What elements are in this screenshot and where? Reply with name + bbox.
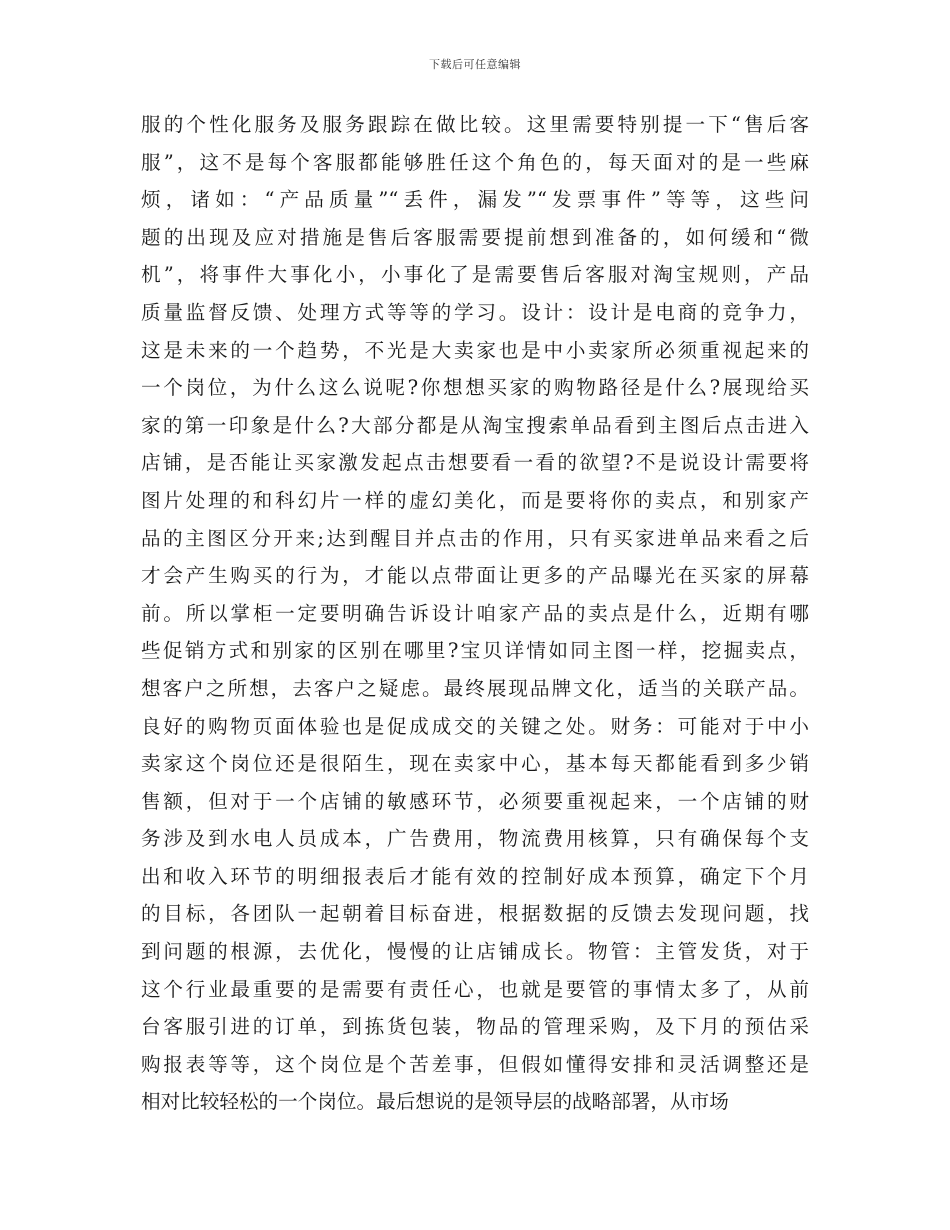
text-line: 这个行业最重要的是需要有责任心，也就是要管的事情太多了，从前 <box>141 977 809 1001</box>
text-line: 机”，将事件大事化小，小事化了是需要售后客服对淘宝规则，产品 <box>141 263 809 287</box>
text-line: 才会产生购买的行为，才能以点带面让更多的产品曝光在买家的屏幕 <box>141 564 809 588</box>
page-header: 下载后可任意编辑 <box>429 58 521 71</box>
text-line: 服的个性化服务及服务跟踪在做比较。这里需要特别提一下“售后客 <box>141 113 809 136</box>
document-body <box>141 106 809 1121</box>
text-line: 想客户之所想，去客户之疑虑。最终展现品牌文化，适当的关联产品。 <box>141 676 809 700</box>
text-line: 台客服引进的订单，到拣货包装，物品的管理采购，及下月的预估采 <box>141 1015 809 1039</box>
text-line: 售额，但对于一个店铺的敏感环节，必须要重视起来，一个店铺的财 <box>141 789 809 813</box>
text-line: 出和收入环节的明细报表后才能有效的控制好成本预算，确定下个月 <box>141 864 809 888</box>
text-line: 品的主图区分开来;达到醒目并点击的作用，只有买家进单品来看之后 <box>141 526 809 550</box>
text-line: 题的出现及应对措施是售后客服需要提前想到准备的，如何缓和“微 <box>141 225 809 249</box>
text-line: 务涉及到水电人员成本，广告费用，物流费用核算，只有确保每个支 <box>141 827 809 851</box>
text-line: 到问题的根源，去优化，慢慢的让店铺成长。物管：主管发货，对于 <box>141 940 809 964</box>
text-line: 的目标，各团队一起朝着目标奋进，根据数据的反馈去发现问题，找 <box>141 902 809 926</box>
text-line: 前。所以掌柜一定要明确告诉设计咱家产品的卖点是什么，近期有哪 <box>141 601 809 625</box>
text-line: 服”，这不是每个客服都能够胜任这个角色的，每天面对的是一些麻 <box>141 150 809 174</box>
text-line: 卖家这个岗位还是很陌生，现在卖家中心，基本每天都能看到多少销 <box>141 752 809 776</box>
text-line: 一个岗位，为什么这么说呢?你想想买家的购物路径是什么?展现给买 <box>141 376 809 400</box>
text-line: 图片处理的和科幻片一样的虚幻美化，而是要将你的卖点，和别家产 <box>141 488 809 512</box>
text-line: 家的第一印象是什么?大部分都是从淘宝搜索单品看到主图后点击进入 <box>141 413 809 437</box>
text-line: 相对比较轻松的一个岗位。最后想说的是领导层的战略部署，从市场 <box>141 1090 729 1114</box>
text-line: 店铺，是否能让买家激发起点击想要看一看的欲望?不是说设计需要将 <box>141 451 809 475</box>
text-line: 购报表等等，这个岗位是个苦差事，但假如懂得安排和灵活调整还是 <box>141 1052 809 1076</box>
text-line: 这是未来的一个趋势，不光是大卖家也是中小卖家所必须重视起来的 <box>141 338 809 362</box>
text-line: 良好的购物页面体验也是促成成交的关键之处。财务：可能对于中小 <box>141 714 809 738</box>
text-line: 质量监督反馈、处理方式等等的学习。设计：设计是电商的竞争力， <box>141 300 809 324</box>
text-line: 烦，诸如：“产品质量”“丢件，漏发”“发票事件”等等，这些问 <box>141 188 809 212</box>
text-line: 些促销方式和别家的区别在哪里?宝贝详情如同主图一样，挖掘卖点， <box>141 639 809 663</box>
